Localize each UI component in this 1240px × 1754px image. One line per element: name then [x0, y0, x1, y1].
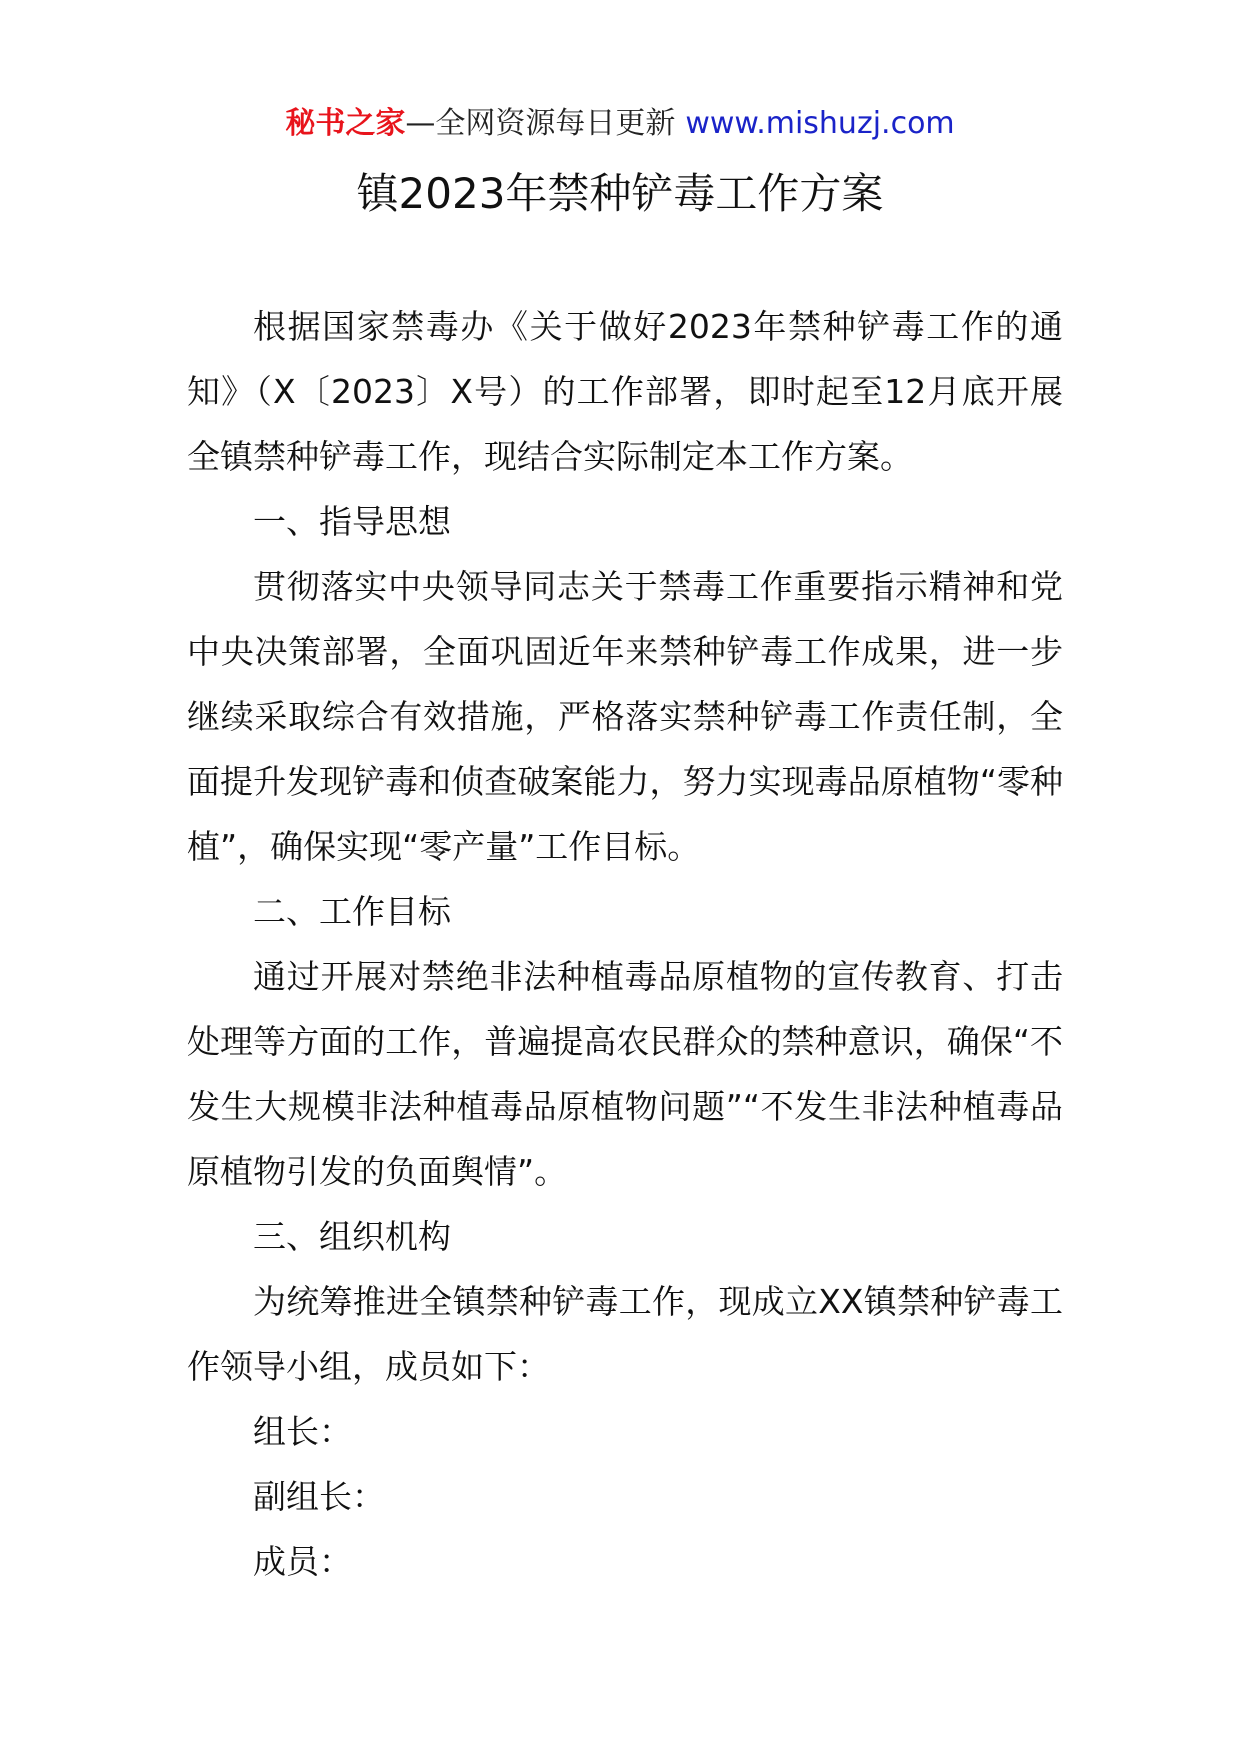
- site-tagline: —全网资源每日更新: [405, 106, 676, 141]
- section-heading-organization: 三、组织机构: [253, 1217, 451, 1256]
- site-url-link[interactable]: www.mishuzj.com: [685, 106, 955, 141]
- work-goal-paragraph: 通过开展对禁绝非法种植毒品原植物的宣传教育、打击处理等方面的工作，普遍提高农民群众的禁种意识，确保“不发生大规模非法种植毒品原植物问题”“不发生非法种植毒品原植物引发的负面舆情”。: [187, 957, 1063, 1191]
- guiding-thought-paragraph: 贯彻落实中央领导同志关于禁毒工作重要指示精神和党中央决策部署，全面巩固近年来禁种铲毒工作成果，进一步继续采取综合有效措施，严格落实禁种铲毒工作责任制，全面提升发现铲毒和侦查破案能力，努力实现毒品原植物“零种植”，确保实现“零产量”工作目标。: [187, 567, 1063, 866]
- team-leader-line: 组长：: [253, 1412, 352, 1451]
- document-title: 镇2023年禁种铲毒工作方案: [356, 169, 884, 218]
- site-name: 秘书之家: [285, 106, 406, 141]
- organization-paragraph: 为统筹推进全镇禁种铲毒工作，现成立XX镇禁种铲毒工作领导小组，成员如下：: [187, 1282, 1063, 1386]
- deputy-leader-line: 副组长：: [253, 1477, 385, 1516]
- section-heading-guiding-thought: 一、指导思想: [253, 502, 451, 541]
- site-header: [0, 102, 1240, 146]
- document-body: [187, 294, 1063, 1594]
- members-line: 成员：: [253, 1542, 352, 1581]
- section-heading-work-goal: 二、工作目标: [253, 892, 451, 931]
- intro-paragraph: 根据国家禁毒办《关于做好2023年禁种铲毒工作的通知》（X〔2023〕X号）的工作部署，即时起至12月底开展全镇禁种铲毒工作，现结合实际制定本工作方案。: [187, 307, 1063, 476]
